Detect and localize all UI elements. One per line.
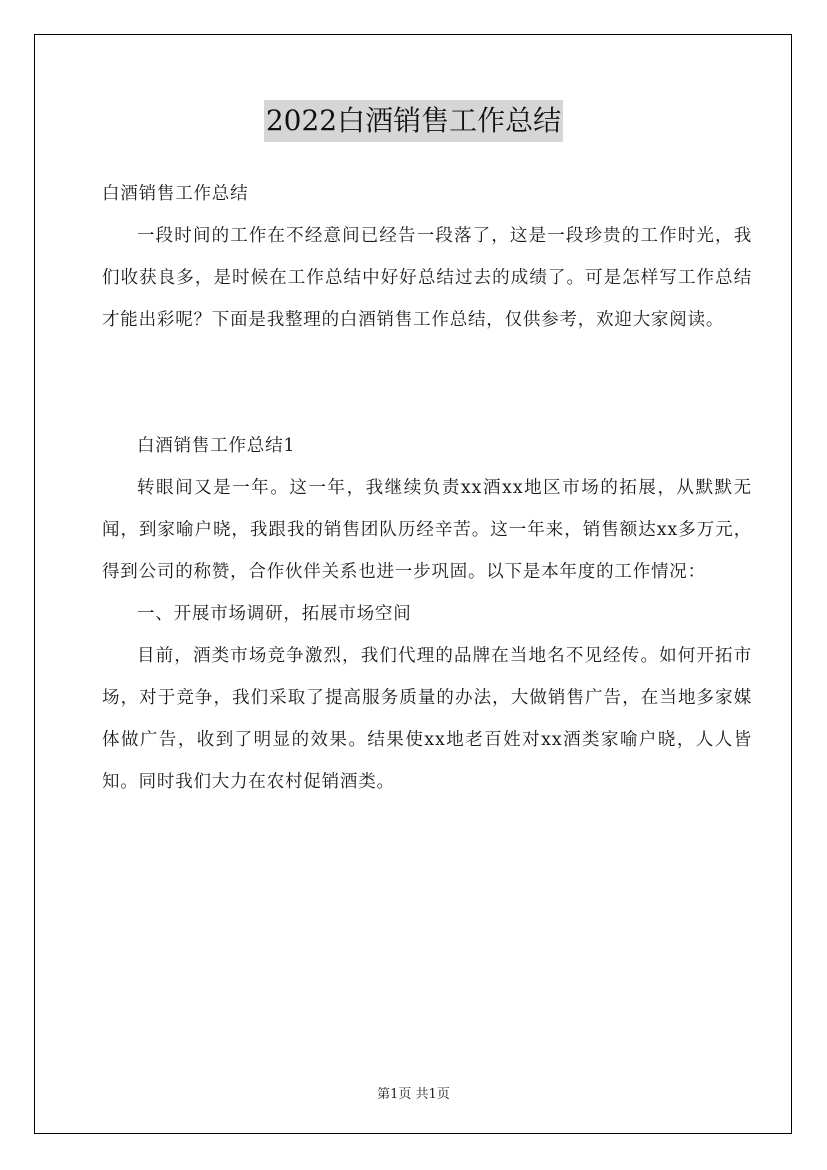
title-container xyxy=(0,100,827,142)
paragraph-gap xyxy=(102,341,752,425)
intro-paragraph: 一段时间的工作在不经意间已经告一段落了，这是一段珍贵的工作时光，我们收获良多，是时候在工作总结中好好总结过去的成绩了。可是怎样写工作总结才能出彩呢？下面是我整理的白酒销售工作总结，仅供参考，欢迎大家阅读。 xyxy=(102,226,752,330)
body-paragraph: 转眼间又是一年。这一年，我继续负责xx酒xx地区市场的拓展，从默默无闻，到家喻户晓，我跟我的销售团队历经辛苦。这一年来，销售额达xx多万元，得到公司的称赞，合作伙伴关系也进一步巩固。以下是本年度的工作情况： xyxy=(102,478,752,582)
subtitle-paragraph: 白酒销售工作总结 xyxy=(102,184,249,204)
page-footer: 第1页 共1页 xyxy=(377,1087,450,1102)
body-paragraph: 目前，酒类市场竞争激烈，我们代理的品牌在当地名不见经传。如何开拓市场，对于竞争，我们采取了提高服务质量的办法，大做销售广告，在当地多家媒体做广告，收到了明显的效果。结果使xx地老百姓对xx酒类家喻户晓，人人皆知。同时我们大力在农村促销酒类。 xyxy=(102,646,752,792)
subsection-heading: 一、开展市场调研，拓展市场空间 xyxy=(137,604,412,624)
section-heading: 白酒销售工作总结1 xyxy=(137,436,296,456)
document-title: 2022白酒销售工作总结 xyxy=(264,100,563,142)
document-body xyxy=(102,173,752,803)
